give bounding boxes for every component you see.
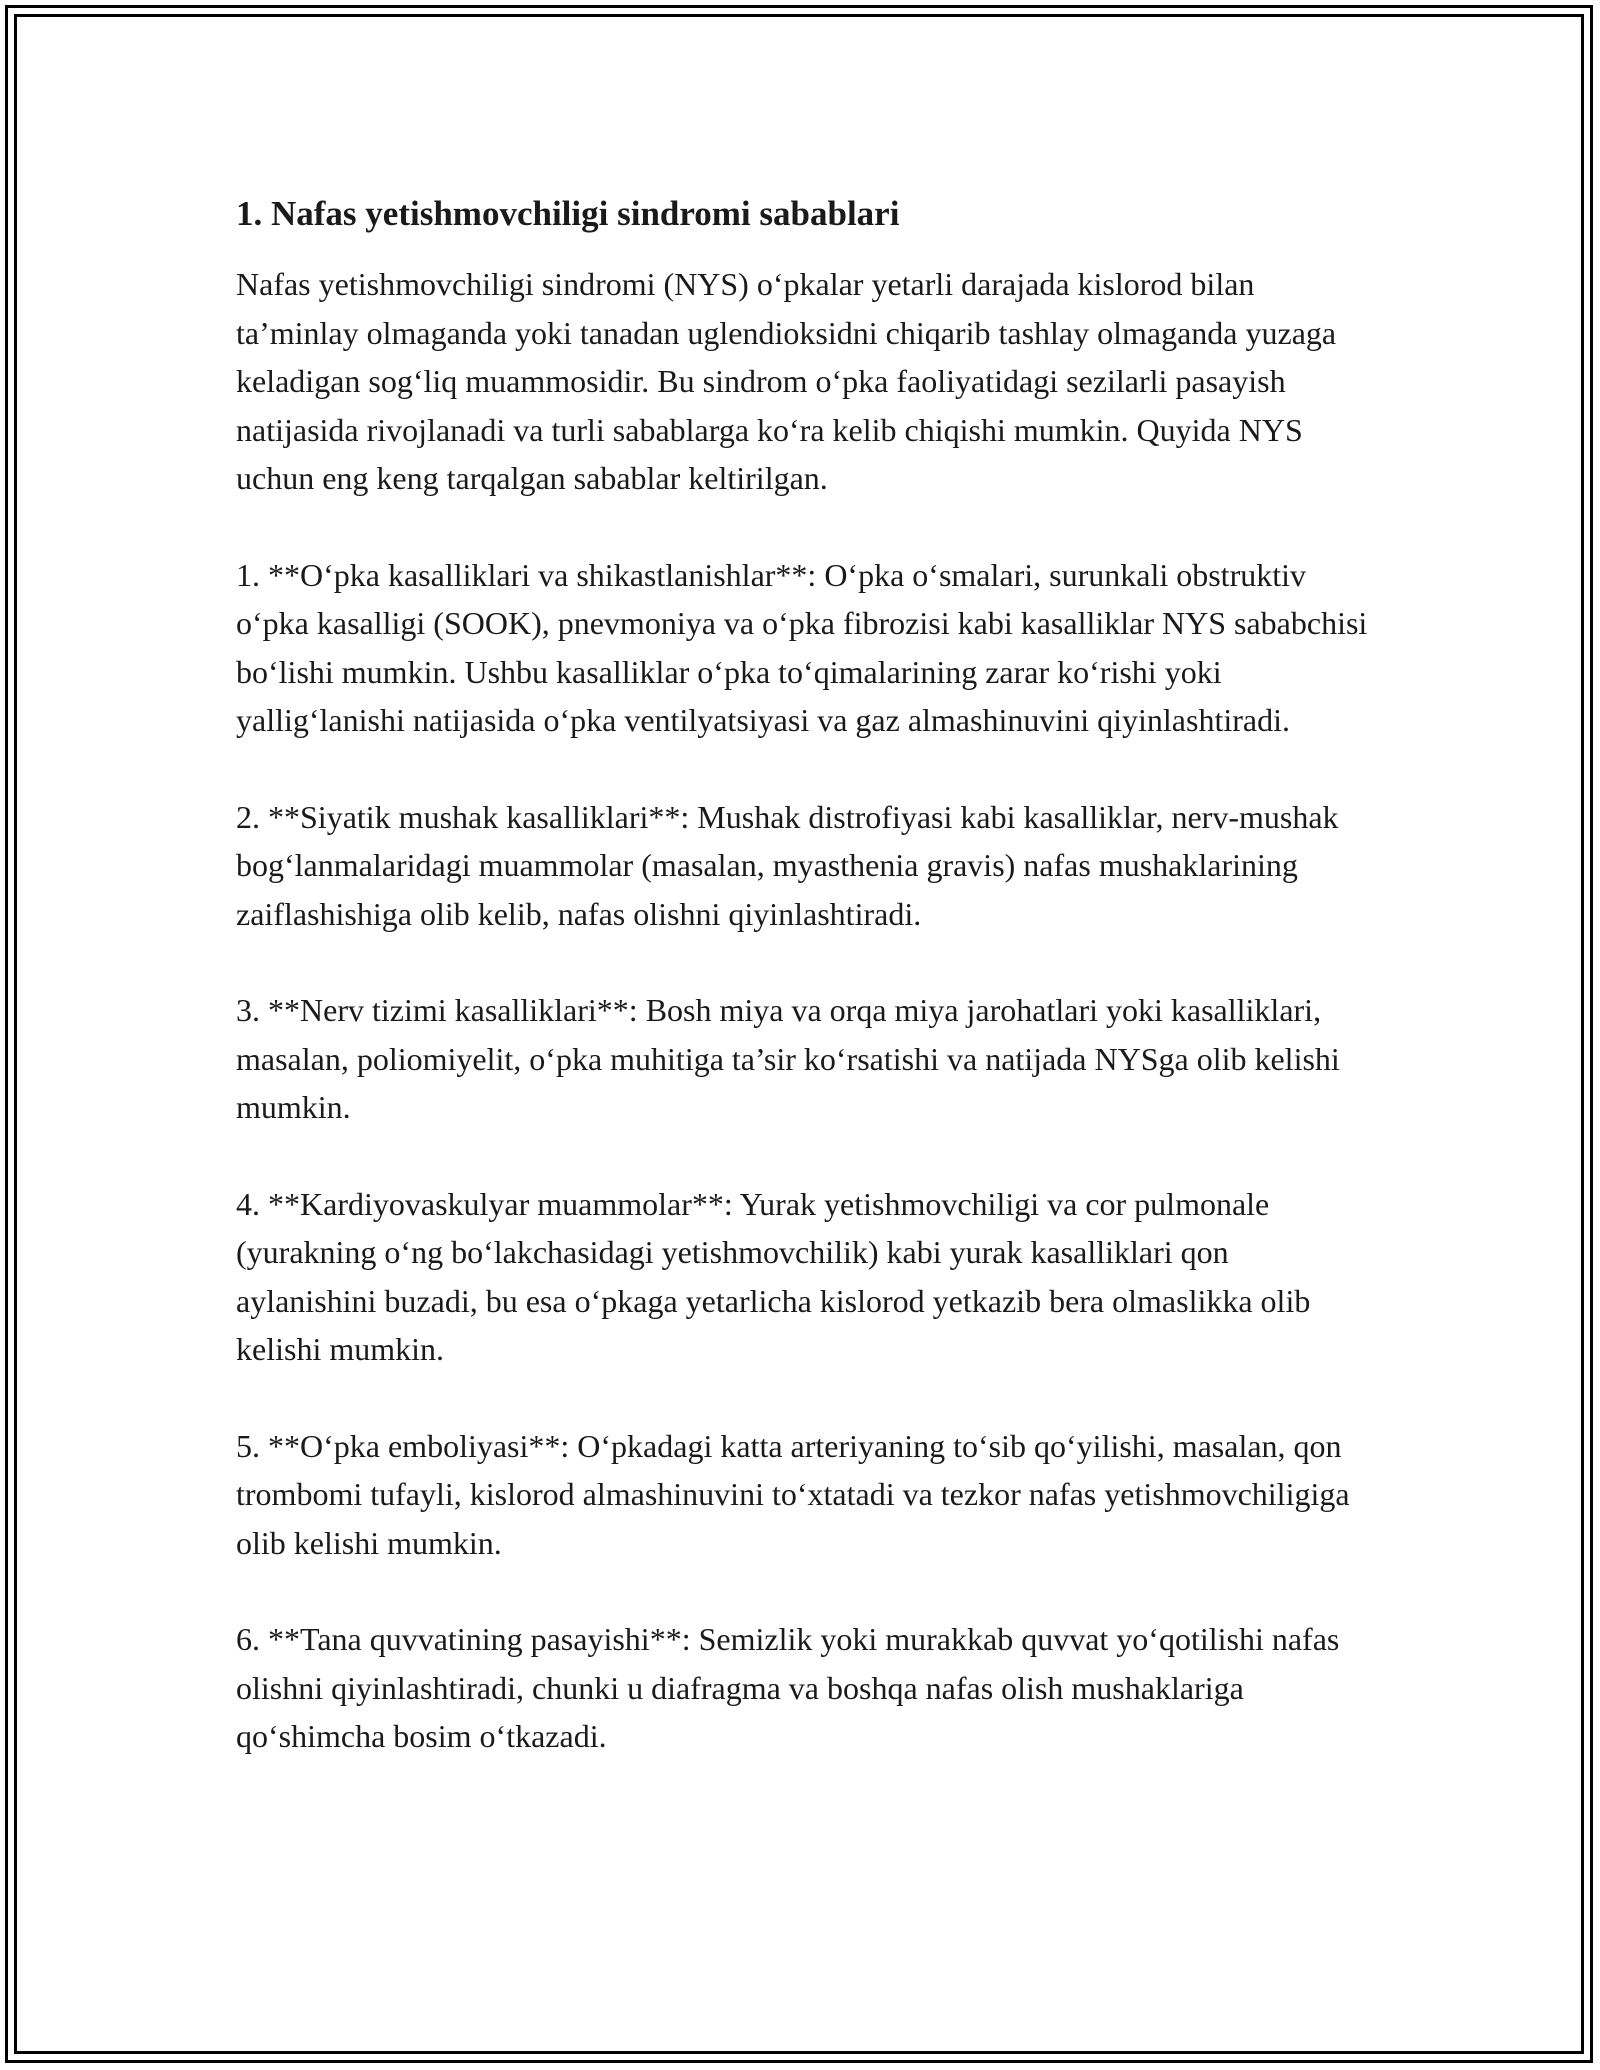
document-body bbox=[236, 190, 1376, 1809]
cause-item-4: 4. **Kardiyovaskulyar muammolar**: Yurak yetishmovchiligi va cor pulmonale (yurakning o‘ng bo‘lakchasidagi yetishmovchilik) kabi yurak kasalliklari qon aylanishini buzadi, bu esa o‘pkaga yetarlicha kislorod yetkazib bera olmaslikka olib kelishi mumkin. bbox=[236, 1185, 1311, 1367]
cause-item-5: 5. **O‘pka emboliyasi**: O‘pkadagi katta arteriyaning to‘sib qo‘yilishi, masalan, qon trombomi tufayli, kislorod almashinuvini to‘xtatadi va tezkor nafas yetishmovchiligiga olib kelishi mumkin. bbox=[236, 1427, 1350, 1561]
cause-item-3: 3. **Nerv tizimi kasalliklari**: Bosh miya va orqa miya jarohatlari yoki kasalliklari, masalan, poliomiyelit, o‘pka muhitiga ta’sir ko‘rsatishi va natijada NYSga olib kelishi mumkin. bbox=[236, 992, 1340, 1125]
cause-item-2: 2. **Siyatik mushak kasalliklari**: Mushak distrofiyasi kabi kasalliklar, nerv-mushak bog‘lanmalaridagi muammolar (masalan, myasthenia gravis) nafas mushaklarining zaiflashishiga olib kelib, nafas olishni qiyinlashtiradi. bbox=[236, 798, 1339, 932]
cause-item-6: 6. **Tana quvvatining pasayishi**: Semizlik yoki murakkab quvvat yo‘qotilishi nafas olishni qiyinlashtiradi, chunki u diafragma va boshqa nafas olish mushaklariga qo‘shimcha bosim o‘tkazadi. bbox=[236, 1621, 1340, 1754]
cause-item-1: 1. **O‘pka kasalliklari va shikastlanishlar**: O‘pka o‘smalari, surunkali obstruktiv o‘pka kasalligi (SOOK), pnevmoniya va o‘pka fibrozisi kabi kasalliklar NYS sababchisi bo‘lishi mumkin. Ushbu kasalliklar o‘pka to‘qimalarining zarar ko‘rishi yoki yallig‘lanishi natijasida o‘pka ventilyatsiyasi va gaz almashinuvini qiyinlashtiradi. bbox=[236, 556, 1368, 738]
section-heading: 1. Nafas yetishmovchiligi sindromi sabablari bbox=[236, 194, 900, 233]
intro-paragraph: Nafas yetishmovchiligi sindromi (NYS) o‘pkalar yetarli darajada kislorod bilan ta’minlay olmaganda yoki tanadan uglendioksidni chiqarib tashlay olmaganda yuzaga keladigan sog‘liq muammosidir. Bu sindrom o‘pka faoliyatidagi sezilarli pasayish natijasida rivojlanadi va turli sabablarga ko‘ra kelib chiqishi mumkin. Quyida NYS uchun eng keng tarqalgan sabablar keltirilgan. bbox=[236, 266, 1337, 496]
